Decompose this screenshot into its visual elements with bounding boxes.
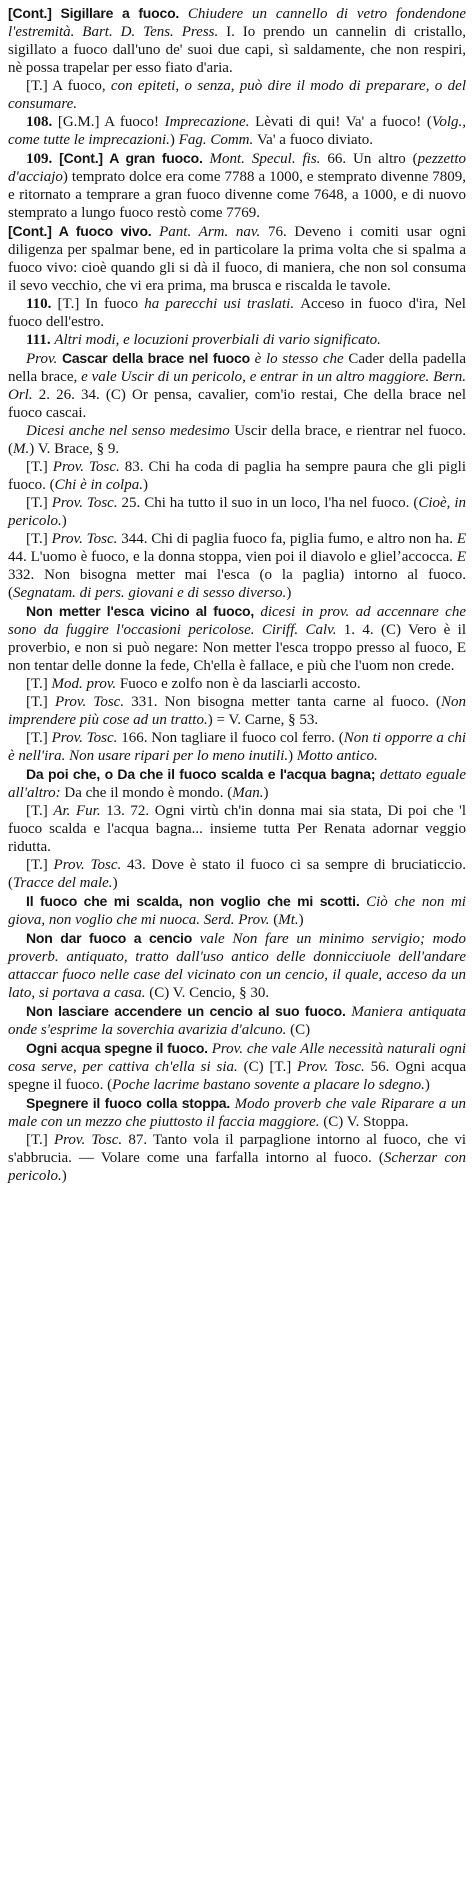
entry-gloss: Volg., come tutte le imprecazioni. — [8, 114, 466, 148]
entry-text: ) — [424, 1077, 430, 1093]
entry-text: ) — [169, 132, 179, 148]
entry-gloss: Non imprendere più cose ad un tratto. — [8, 694, 466, 728]
entry-text: [T.] — [26, 459, 53, 475]
entry-gloss: Ar. Fur. — [53, 803, 107, 819]
entry-text: [T.] — [26, 857, 54, 873]
entry-gloss: Prov. Tosc. — [51, 730, 122, 746]
entry-lemma: [Cont.] A fuoco vivo. — [8, 223, 160, 239]
entry-text: [T.] — [26, 730, 52, 746]
entry-text: [T.] — [26, 531, 52, 547]
entry-text: 25. Chi ha tutto il suo in un loco, l'ha nel fuoco. ( — [121, 495, 419, 511]
entry-text: ( — [273, 912, 279, 928]
entry-gloss: dettato eguale all'altro: — [8, 767, 466, 801]
entry-text: ) — [288, 748, 297, 764]
dictionary-entry — [8, 349, 466, 422]
entry-text: ) — [61, 1168, 67, 1184]
entry-text: [T.] — [26, 676, 52, 692]
dictionary-entry — [8, 929, 466, 1002]
entry-number: 111. — [26, 332, 55, 348]
entry-gloss: Altri modi, e locuzioni proverbiali di vario significato. — [54, 332, 381, 348]
entry-text: [T.] A fuoco, — [26, 78, 111, 94]
dictionary-entry — [8, 494, 466, 530]
entry-text: [T.] — [26, 1132, 54, 1148]
entry-number: 109. — [26, 151, 60, 167]
entry-gloss: Man. — [232, 785, 264, 801]
entry-lemma: [Cont.] A gran fuoco. — [59, 150, 210, 166]
entry-gloss: Prov. — [26, 351, 62, 367]
entry-lemma: [Cont.] Sigillare a fuoco. — [8, 5, 188, 21]
entry-text: [T.] — [26, 803, 54, 819]
entry-gloss: con epiteti, o senza, può dire il modo di preparare, o del consumare. — [8, 78, 466, 112]
entry-lemma: Da poi che, o Da che il fuoco scalda e l'acqua bagna; — [26, 766, 380, 782]
dictionary-entry — [8, 765, 466, 802]
dictionary-entry — [8, 530, 466, 602]
dictionary-entry — [8, 331, 466, 349]
entry-text: ) — [142, 477, 148, 493]
entry-text: (C) [T.] — [243, 1059, 298, 1075]
entry-gloss: è lo stesso che — [254, 351, 349, 367]
entry-gloss: ha parecchi usi traslati. — [144, 296, 301, 312]
entry-text: 56. Ogni acqua spegne il fuoco. ( — [8, 1059, 466, 1093]
entry-gloss: Mt. — [278, 912, 299, 928]
entry-text: ) temprato dolce era come 7788 a 1000, e stemprato divenne 7809, e ritornato a temprare a gran fuoco divenne come 7648, a 1000, e di nuovo stemprato a lungo fuoco restò come 7769. — [8, 169, 466, 221]
entry-text: [T.] — [26, 694, 55, 710]
entry-gloss: Dicesi anche nel senso medesimo — [26, 423, 235, 439]
entry-text: Uscir della brace, e rientrar nel fuoco. ( — [8, 423, 466, 457]
entry-gloss: vale — [199, 931, 233, 947]
entry-text: ) — [263, 785, 269, 801]
dictionary-entry — [8, 295, 466, 331]
dictionary-entry — [8, 77, 466, 113]
entry-text: 83. Chi ha coda di paglia ha sempre paura che gli pigli fuoco. ( — [8, 459, 466, 493]
entry-gloss: E — [456, 531, 467, 547]
entry-lemma: Non lasciare accendere un cencio al suo fuoco. — [26, 1003, 352, 1019]
entry-text: 44. L'uomo è fuoco, e la donna stoppa, vien poi il diavolo e glielʼaccocca. — [8, 549, 457, 565]
entry-gloss: Prov. Tosc. — [54, 694, 132, 710]
entry-gloss: pezzetto d'acciajo — [8, 151, 466, 185]
entry-text: ) — [112, 875, 118, 891]
entry-text: I. Io prendo un cannelin di cristallo, sigillato a fuoco dall'uno de' suoi due capi, sì saldamente, che non respiri, nè possa trapelar per esso fiato d'aria. — [8, 24, 466, 76]
entry-text: 166. Non tagliare il fuoco col ferro. ( — [121, 730, 344, 746]
entry-text: 66. Un altro ( — [327, 151, 418, 167]
entry-text: (C) — [290, 1022, 311, 1038]
entry-text: 87. Tanto vola il parpaglione intorno al fuoco, che vi s'abbrucia. — Volare come una farfalla intorno al fuoco. ( — [8, 1132, 466, 1166]
entry-text: 1. 4. (C) Vero è il proverbio, e non si può negare: Non metter l'esca troppo presso al fuoco, E non tentar delle donne la fede, Ch'ella è fallace, e più che l'uom non crede. — [8, 622, 466, 674]
entry-gloss: Prov. Tosc. — [297, 1059, 371, 1075]
dictionary-entry — [8, 149, 466, 222]
entry-text: (C) V. Stoppa. — [323, 1114, 409, 1130]
entry-gloss: Motto antico. — [296, 748, 378, 764]
entry-text: Acceso in fuoco d'ira, Nel fuoco dell'estro. — [8, 296, 466, 330]
dictionary-entry — [8, 1131, 466, 1185]
entry-gloss: Poche lacrime bastano sovente a placare lo sdegno. — [112, 1077, 425, 1093]
entry-text: [T.] — [26, 495, 52, 511]
entry-text: ) = V. Carne, § 53. — [207, 712, 319, 728]
entry-gloss: M. — [13, 441, 30, 457]
entry-gloss: Prov. Tosc. — [53, 857, 127, 873]
dictionary-entry — [8, 1039, 466, 1094]
entry-text: ) — [286, 585, 292, 601]
entry-lemma: Non dar fuoco a cencio — [26, 930, 200, 946]
entry-lemma: Il fuoco che mi scalda, non voglio che mi scotti. — [26, 893, 367, 909]
dictionary-entry — [8, 458, 466, 494]
entry-gloss: Modo proverb che vale Riparare a un male con un mezzo che piuttosto il faccia maggiore. — [8, 1096, 466, 1130]
entry-gloss: Segnatam. di pers. giovani e di sesso diverso. — [13, 585, 287, 601]
entry-gloss: E — [456, 549, 466, 565]
entry-gloss: Ciò che non mi giova, non voglio che mi nuoca. Serd. Prov. — [8, 894, 466, 928]
entry-gloss: Non fare un minimo servigio; modo proverb. antiquato, tratto dall'uso antico delle donnicciuole dell'andare attaccar fuoco nelle case del vicinato con un cencio, il quale, acceso da un lato, si portava a casa. — [8, 931, 467, 1001]
entry-text: Da che il mondo è mondo. ( — [64, 785, 233, 801]
entry-gloss: Prov. Tosc. — [53, 1132, 129, 1148]
entry-text: ) — [298, 912, 304, 928]
entry-gloss: Prov. Tosc. — [52, 459, 125, 475]
entry-gloss: Uscir di un pericolo, e entrar in un altro maggiore. Bern. Orl. — [8, 369, 467, 403]
dictionary-entry — [8, 602, 466, 675]
entry-gloss: Prov. Tosc. — [51, 495, 122, 511]
entry-number: 108. — [26, 114, 58, 130]
entry-gloss: Prov. che vale Alle necessità naturali ogni cosa serve, per cattiva ch'ella si sia. — [8, 1041, 466, 1075]
entry-gloss: Imprecazione. — [164, 114, 256, 130]
entry-text: 331. Non bisogna metter tanta carne al fuoco. ( — [131, 694, 441, 710]
entry-text: Fuoco e zolfo non è da lasciarli accosto. — [119, 676, 361, 692]
entry-gloss: Pant. Arm. nav. — [159, 224, 268, 240]
entry-text: ) — [61, 513, 67, 529]
dictionary-entry — [8, 892, 466, 929]
entry-text: ) V. Brace, § 9. — [29, 441, 120, 457]
entry-gloss: Chi è in colpa. — [54, 477, 143, 493]
entry-gloss: Maniera antiquata onde s'esprime la soverchia avarizia d'alcuno. — [8, 1004, 467, 1038]
dictionary-entry — [8, 729, 466, 765]
entry-gloss: dicesi in prov. ad accennare che sono da fuggire l'occasioni pericolose. Ciriff. Calv. — [8, 604, 466, 638]
entry-text: Cader della padella nella brace — [8, 351, 466, 385]
entry-text: [G.M.] A fuoco! — [57, 114, 165, 130]
entry-lemma: Cascar della brace nel fuoco — [61, 350, 255, 366]
entry-text: 344. Chi di paglia fuoco fa, piglia fumo, e altro non ha. — [121, 531, 457, 547]
entry-lemma: Ogni acqua spegne il fuoco. — [26, 1040, 212, 1056]
entry-gloss: , e vale — [73, 369, 121, 385]
dictionary-entry — [8, 802, 466, 856]
dictionary-entry — [8, 693, 466, 729]
entry-gloss: Cioè, in pericolo. — [8, 495, 466, 529]
dictionary-entry — [8, 222, 466, 295]
entry-text: (C) V. Cencio, § 30. — [149, 985, 270, 1001]
entry-gloss: Mod. prov. — [51, 676, 120, 692]
entry-text: [T.] In fuoco — [57, 296, 145, 312]
entry-gloss: Prov. Tosc. — [51, 531, 122, 547]
entry-lemma: Non metter l'esca vicino al fuoco, — [26, 603, 261, 619]
dictionary-entry — [8, 675, 466, 693]
entry-gloss: Tracce del male. — [13, 875, 113, 891]
entry-gloss: Fag. Comm. — [178, 132, 257, 148]
entry-text: 13. 72. Ogni virtù ch'in donna mai sia stata, Di poi che 'l fuoco scalda e l'acqua bagna... insieme tutta Per Renata adornar veggio ridutta. — [8, 803, 466, 855]
entry-gloss: Mont. Specul. fis. — [209, 151, 328, 167]
dictionary-entry — [8, 4, 466, 77]
entry-gloss: Chiudere un cannello di vetro fondendone l'estremità. Bart. D. Tens. Press. — [8, 6, 466, 40]
entry-text: 2. 26. 34. (C) Or pensa, cavalier, com'io restai, Che della brace nel fuoco cascai. — [8, 387, 466, 421]
entry-text: Lèvati di qui! Va' a fuoco! ( — [255, 114, 432, 130]
entry-lemma: Spegnere il fuoco colla stoppa. — [26, 1095, 235, 1111]
entry-gloss: Scherzar con pericolo. — [8, 1150, 466, 1184]
dictionary-entry — [8, 113, 466, 149]
dictionary-entry — [8, 1094, 466, 1131]
entry-text: 332. Non bisogna metter mai l'esca (o la paglia) intorno al fuoco. ( — [8, 567, 466, 601]
dictionary-entry — [8, 1002, 466, 1039]
entry-text: 43. Dove è stato il fuoco ci sa sempre di bruciaticcio. ( — [8, 857, 466, 891]
entry-number: 110. — [26, 296, 58, 312]
entry-gloss: Non ti opporre a chi è nell'ira. Non usare ripari per lo meno inutili. — [8, 730, 467, 764]
dictionary-entry — [8, 856, 466, 892]
entry-text: 76. Deveno i comiti usar ogni diligenza per spalmar bene, ed in particolare la prima volta che si spalma a fuoco vivo: cioè quando gli si dà il fuoco, di maniera, che non sol consuma il sevo vecchio, che vi era prima, ma brusca e riscalda le tavole. — [8, 224, 466, 294]
dictionary-entry — [8, 422, 466, 458]
entry-text: Va' a fuoco diviato. — [257, 132, 374, 148]
